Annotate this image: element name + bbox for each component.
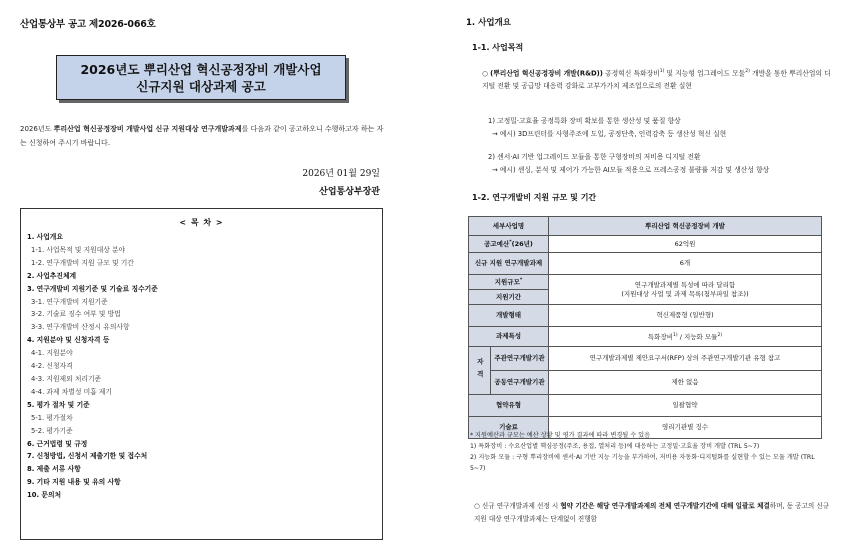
goal-1 (488, 115, 833, 140)
cell-agree-value: 일괄협약 (549, 395, 822, 417)
sup-1: 1) (659, 69, 665, 74)
toc-item: 8. 제출 서류 사항 (27, 465, 81, 474)
bullet-circle: ○ (474, 502, 480, 510)
table-row (469, 253, 822, 275)
cell-type-value: 혁신제품형 (일반형) (549, 305, 822, 327)
cell-char-value: 특화장비$^{1)}$ / 지능화 모듈$^{2)}$ (549, 327, 822, 347)
cell-count-label: 신규 지원 연구개발과제 (469, 253, 549, 275)
cell-count-value: 6개 (549, 253, 822, 275)
cell-type-label: 개발형태 (469, 305, 549, 327)
toc-item: 4-2. 신청자격 (31, 362, 73, 371)
section-heading-1-2: 1-2. 연구개발비 지원 규모 및 기간 (472, 193, 597, 202)
note-0: * 지원예산과 규모는 예산 상황 및 평가 결과에 따라 변경될 수 있음 (470, 432, 651, 439)
note-2: 2) 지능화 모듈 : 구형 뿌리장비에 센서·AI 기반 지능 기능을 부가하여, 저비용 자동화·디지털화를 실현할 수 있는 모듈 개발 (TRL 5~7) (470, 454, 815, 472)
agreement-bold: 협약 기간은 해당 연구개발과제의 전체 연구개발기간에 대해 일괄로 체결 (560, 502, 770, 510)
toc-item: 4-1. 지원분야 (31, 349, 73, 358)
intro-bold: 뿌리산업 혁신공정장비 개발사업 신규 지원대상 연구개발과제 (53, 125, 242, 133)
purpose-bold: (뿌리산업 혁신공정장비 개발(R&D)) (490, 69, 603, 78)
toc-title: < 목 차 > (179, 218, 224, 227)
table-row (469, 327, 822, 347)
section-heading-1: 1. 사업개요 (466, 18, 511, 28)
cell-fee-value: 영리기관별 징수 (549, 417, 822, 439)
signer: 산업통상부장관 (319, 187, 380, 197)
cell-scale-label: 지원규모* (469, 275, 549, 290)
toc-item: 5-2. 평가기준 (31, 426, 73, 435)
table-row (469, 395, 822, 417)
right-page (430, 0, 849, 558)
cell-program-name: 뿌리산업 혁신공정장비 개발 (549, 217, 822, 236)
cell-header-program: 세부사업명 (469, 217, 549, 236)
table-row (469, 371, 822, 395)
notice-number: 산업통상부 공고 제2026-066호 (20, 19, 156, 30)
cell-scale-period-value: 연구개발과제별 특성에 따라 달리함 (지원대상 사업 및 과제 목록(첨부파일 참조)) (549, 275, 822, 305)
intro-prefix: 2026년도 (20, 125, 54, 133)
toc-item: 6. 근거법령 및 규정 (27, 439, 88, 448)
toc-item: 4-4. 과제 차별성 미흡 제기 (31, 387, 112, 396)
cell-period-label: 지원기간 (469, 290, 549, 305)
goal-1-example: → 예시) 3D프린터를 사형주조에 도입, 공정단축, 인력감축 등 생산성 혁신 실현 (492, 129, 727, 138)
toc-item: 4-3. 지원제외 처리기준 (31, 374, 102, 383)
table-row (469, 347, 822, 371)
intro-suffix: 를 다음과 같이 공고하오니 수행하고자 하는 자는 신청하여 주시기 바랍니다. (20, 125, 384, 147)
left-page (0, 0, 420, 558)
table-notes (470, 430, 830, 474)
table-row (469, 236, 822, 253)
toc-item: 5. 평가 절차 및 기준 (27, 400, 90, 409)
cell-budget-value: 62억원 (549, 236, 822, 253)
cell-co-value: 제한 없음 (549, 371, 822, 395)
cell-char-label: 과제특성 (469, 327, 549, 347)
toc-item: 10. 문의처 (27, 491, 62, 500)
table-row (469, 305, 822, 327)
note-1: 1) 특화장비 : 수요산업별 핵심공정(주조, 용접, 열처리 등)에 대응하는 고정밀·고효율 장비 개발 (TRL 5~7) (470, 443, 760, 450)
toc-item: 3-3. 연구개발비 산정시 유의사항 (31, 323, 130, 332)
table-row (469, 275, 822, 290)
intro-paragraph (20, 122, 390, 150)
agreement-text-b: 하며, 동 공고의 신규지원 대상 연구개발과제는 단계없이 진행함 (474, 502, 830, 523)
purpose-paragraph (482, 66, 832, 92)
notice-date: 2026년 01월 29일 (302, 169, 380, 179)
goal-2 (488, 151, 833, 176)
cell-fee-label: 기술료 (469, 417, 549, 439)
purpose-text-a: 공정혁신 특화장비 (602, 69, 660, 78)
toc-item: 3-1. 연구개발비 지원기준 (31, 297, 108, 306)
title-box (56, 55, 346, 100)
section-heading-1-1: 1-1. 사업목적 (472, 43, 524, 52)
cell-co-label: 공동연구개발기관 (491, 371, 549, 395)
cell-qual-label: 자격 (469, 347, 491, 395)
toc-item: 9. 기타 지원 내용 및 유의 사항 (27, 478, 121, 487)
goal-1-text: 1) 고정밀·고효율 공정특화 장비 확보를 통한 생산성 및 품질 향상 (488, 117, 681, 125)
title-line-1: 2026년도 뿌리산업 혁신공정장비 개발사업 (80, 61, 322, 77)
toc-item: 3. 연구개발비 지원기준 및 기술료 징수기준 (27, 284, 158, 293)
sup-2: 2) (745, 69, 750, 74)
cell-lead-label: 주관연구개발기관 (491, 347, 549, 371)
toc-item: 3-2. 기술료 징수 여부 및 방법 (31, 310, 121, 319)
agreement-paragraph (474, 500, 830, 526)
toc-item: 5-1. 평가절차 (31, 413, 73, 422)
toc-list (27, 231, 376, 502)
toc-item: 2. 사업추진체계 (27, 271, 77, 280)
goal-2-text: 2) 센서·AI 기반 업그레이드 모듈을 통한 구형장비의 저비용 디지털 전환 (488, 153, 701, 161)
goal-2-example: → 예시) 센싱, 분석 및 제어가 가능한 AI모듈 적용으로 프레스공정 불량률 저감 및 생산성 향상 (492, 165, 770, 174)
cell-agree-label: 협약유형 (469, 395, 549, 417)
table-of-contents (20, 208, 383, 540)
agreement-text-a: 신규 연구개발과제 선정 시 (479, 502, 561, 510)
support-table (468, 216, 822, 439)
toc-item: 1. 사업개요 (27, 233, 63, 241)
cell-budget-label: 공고예산*(26년) (469, 236, 549, 253)
table-row (469, 217, 822, 236)
toc-item: 4. 지원분야 및 신청자격 등 (27, 336, 110, 345)
title-line-2: 신규지원 대상과제 공고 (136, 78, 266, 94)
toc-item: 1-2. 연구개발비 지원 규모 및 기간 (31, 258, 134, 267)
purpose-text-c: 개발을 통한 뿌리산업의 디지털 전환 및 공급망 대응력 강화로 고부가가치 제조업으로의 전환 실현 (482, 69, 831, 90)
cell-lead-value: 연구개발과제별 제안요구서(RFP) 상의 주관연구개발기관 유형 참고 (549, 347, 822, 371)
toc-item: 7. 신청방법, 신청서 제출기한 및 접수처 (27, 452, 148, 461)
purpose-text-b: 및 지능형 업그레이드 모듈 (664, 69, 746, 78)
toc-item: 1-1. 사업목적 및 지원대상 분야 (31, 245, 126, 254)
bullet-circle: ○ (482, 69, 488, 78)
